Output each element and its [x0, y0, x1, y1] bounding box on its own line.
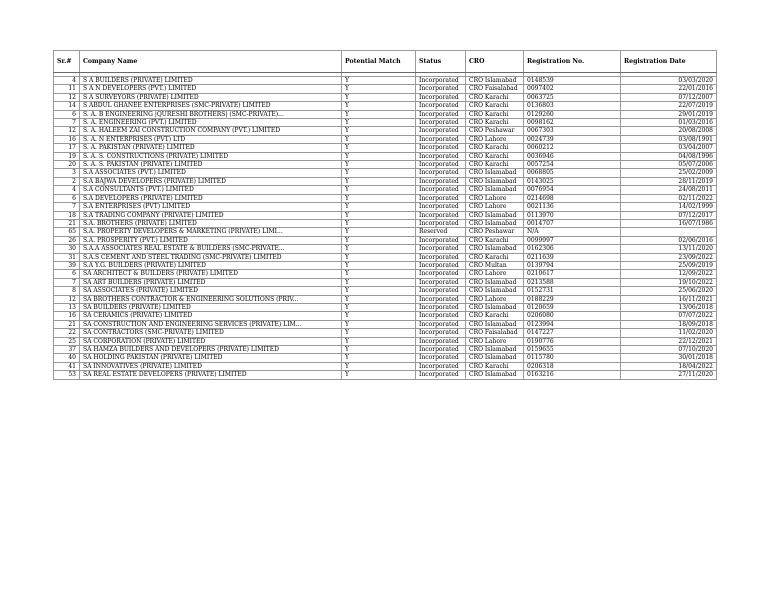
cell-company-name: S. A. B ENGINEERING |QURESHI BROTHERS| (SMC-PRIVATE)...: [80, 110, 342, 118]
table-row: [54, 253, 717, 261]
cell-potential-match: Y: [342, 177, 416, 185]
cell-registration-date: 04/08/1996: [621, 152, 717, 160]
cell-registration-no: 0148539: [524, 77, 621, 85]
cell-potential-match: Y: [342, 203, 416, 211]
cell-sr: 40: [54, 354, 80, 362]
cell-potential-match: Y: [342, 312, 416, 320]
cell-registration-date: [621, 228, 717, 236]
cell-sr: 12: [54, 295, 80, 303]
cell-potential-match: Y: [342, 77, 416, 85]
cell-status: Incorporated: [416, 236, 466, 244]
cell-potential-match: Y: [342, 135, 416, 143]
cell-registration-no: 0099997: [524, 236, 621, 244]
table-row: [54, 77, 717, 85]
cell-status: Incorporated: [416, 85, 466, 93]
cell-company-name: S.A. PROSPERITY (PVT.) LIMITED: [80, 236, 342, 244]
table-row: [54, 93, 717, 101]
cell-cro: CRO Karachi: [466, 236, 524, 244]
cell-cro: CRO Islamabad: [466, 303, 524, 311]
cell-sr: 18: [54, 211, 80, 219]
cell-cro: CRO Islamabad: [466, 77, 524, 85]
cell-registration-date: 25/06/2020: [621, 287, 717, 295]
cell-registration-no: 0076954: [524, 186, 621, 194]
cell-cro: CRO Islamabad: [466, 320, 524, 328]
cell-status: Incorporated: [416, 337, 466, 345]
cell-company-name: SA CORPORATION (PRIVATE) LIMITED: [80, 337, 342, 345]
cell-status: Incorporated: [416, 295, 466, 303]
cell-company-name: SA HOLDING PAKISTAN (PRIVATE) LIMITED: [80, 354, 342, 362]
table-row: [54, 169, 717, 177]
cell-potential-match: Y: [342, 85, 416, 93]
cell-sr: 8: [54, 287, 80, 295]
cell-status: Incorporated: [416, 102, 466, 110]
cell-registration-no: 0214698: [524, 194, 621, 202]
table-row: [54, 236, 717, 244]
cell-potential-match: Y: [342, 144, 416, 152]
cell-registration-date: 29/01/2019: [621, 110, 717, 118]
cell-potential-match: Y: [342, 194, 416, 202]
cell-registration-date: 24/08/2011: [621, 186, 717, 194]
cell-status: Incorporated: [416, 346, 466, 354]
cell-registration-date: 03/03/2020: [621, 77, 717, 85]
cell-company-name: S.A. BROTHERS (PRIVATE) LIMITED: [80, 219, 342, 227]
cell-registration-date: 19/10/2022: [621, 278, 717, 286]
cell-cro: CRO Karachi: [466, 119, 524, 127]
cell-company-name: S. A. S. PAKISTAN (PRIVATE) LIMITED: [80, 161, 342, 169]
cell-potential-match: Y: [342, 127, 416, 135]
header-cro: CRO: [466, 51, 524, 73]
table-row: [54, 278, 717, 286]
table-row: [54, 186, 717, 194]
cell-cro: CRO Lahore: [466, 270, 524, 278]
cell-potential-match: Y: [342, 287, 416, 295]
cell-registration-no: 0159655: [524, 346, 621, 354]
cell-company-name: SA ART BUILDERS (PRIVATE) LIMITED: [80, 278, 342, 286]
cell-potential-match: Y: [342, 371, 416, 379]
table-row: [54, 119, 717, 127]
cell-company-name: S. A. N ENTERPRISES (PVT) LTD: [80, 135, 342, 143]
cell-potential-match: Y: [342, 320, 416, 328]
cell-registration-date: 18/09/2018: [621, 320, 717, 328]
cell-company-name: S.A BAJWA DEVELOPERS (PRIVATE) LIMITED: [80, 177, 342, 185]
cell-registration-no: 0097402: [524, 85, 621, 93]
cell-potential-match: Y: [342, 362, 416, 370]
cell-registration-no: 0068805: [524, 169, 621, 177]
cell-company-name: S.A ENTERPRISES (PVT) LIMITED: [80, 203, 342, 211]
cell-company-name: S.A.S CEMENT AND STEEL TRADING (SMC-PRIVATE) LIMITED: [80, 253, 342, 261]
cell-sr: 26: [54, 236, 80, 244]
cell-potential-match: Y: [342, 110, 416, 118]
cell-sr: 41: [54, 362, 80, 370]
table-row: [54, 135, 717, 143]
table-row: [54, 312, 717, 320]
cell-cro: CRO Islamabad: [466, 211, 524, 219]
cell-cro: CRO Faisalabad: [466, 329, 524, 337]
cell-registration-date: 07/12/2007: [621, 93, 717, 101]
cell-registration-no: 0210617: [524, 270, 621, 278]
cell-registration-date: 03/04/2007: [621, 144, 717, 152]
cell-registration-date: 14/02/1999: [621, 203, 717, 211]
cell-registration-date: 07/10/2020: [621, 346, 717, 354]
cell-registration-no: 0067303: [524, 127, 621, 135]
table-row: [54, 144, 717, 152]
cell-potential-match: Y: [342, 270, 416, 278]
cell-registration-no: N/A: [524, 228, 621, 236]
header-sr: Sr.#: [54, 51, 80, 73]
cell-sr: 65: [54, 228, 80, 236]
cell-status: Incorporated: [416, 287, 466, 295]
cell-registration-date: 25/09/2019: [621, 261, 717, 269]
cell-cro: CRO Peshawar: [466, 127, 524, 135]
cell-cro: CRO Lahore: [466, 203, 524, 211]
cell-company-name: S.A.A ASSOCIATES REAL ESTATE & BUILDERS (SMC-PRIVATE...: [80, 245, 342, 253]
cell-cro: CRO Lahore: [466, 295, 524, 303]
cell-sr: 7: [54, 119, 80, 127]
cell-registration-date: 12/09/2022: [621, 270, 717, 278]
cell-status: Incorporated: [416, 152, 466, 160]
cell-registration-date: 22/12/2021: [621, 337, 717, 345]
cell-sr: 22: [54, 329, 80, 337]
cell-registration-no: 0136803: [524, 102, 621, 110]
table-row: [54, 245, 717, 253]
header-registration-no: Registration No.: [524, 51, 621, 73]
cell-potential-match: Y: [342, 161, 416, 169]
cell-company-name: S.A Y.G. BUILDERS (PRIVATE) LIMITED: [80, 261, 342, 269]
cell-company-name: S A BUILDERS (PRIVATE) LIMITED: [80, 77, 342, 85]
cell-registration-date: 20/08/2008: [621, 127, 717, 135]
cell-status: Incorporated: [416, 135, 466, 143]
cell-registration-no: 0057254: [524, 161, 621, 169]
cell-company-name: S A N DEVELOPERS (PVT.) LIMITED: [80, 85, 342, 93]
cell-potential-match: Y: [342, 219, 416, 227]
cell-potential-match: Y: [342, 295, 416, 303]
cell-status: Incorporated: [416, 169, 466, 177]
cell-registration-no: 0113970: [524, 211, 621, 219]
cell-company-name: S.A DEVELOPERS (PRIVATE) LIMITED: [80, 194, 342, 202]
cell-sr: 4: [54, 186, 80, 194]
table-row: [54, 329, 717, 337]
cell-status: Incorporated: [416, 245, 466, 253]
cell-sr: 4: [54, 77, 80, 85]
cell-sr: 6: [54, 110, 80, 118]
cell-status: Incorporated: [416, 354, 466, 362]
cell-status: Incorporated: [416, 261, 466, 269]
cell-registration-no: 0211639: [524, 253, 621, 261]
cell-status: Incorporated: [416, 303, 466, 311]
cell-potential-match: Y: [342, 346, 416, 354]
cell-status: Incorporated: [416, 177, 466, 185]
cell-cro: CRO Islamabad: [466, 177, 524, 185]
table-row: [54, 320, 717, 328]
cell-company-name: SA CONTRACTORS (SMC-PRIVATE) LIMITED: [80, 329, 342, 337]
cell-cro: CRO Karachi: [466, 152, 524, 160]
cell-status: Incorporated: [416, 320, 466, 328]
cell-registration-no: 0024739: [524, 135, 621, 143]
cell-sr: 14: [54, 102, 80, 110]
table-row: [54, 110, 717, 118]
cell-potential-match: Y: [342, 337, 416, 345]
table-row: [54, 362, 717, 370]
cell-cro: CRO Multan: [466, 261, 524, 269]
cell-sr: 39: [54, 261, 80, 269]
header-status: Status: [416, 51, 466, 73]
table-row: [54, 203, 717, 211]
cell-sr: 30: [54, 245, 80, 253]
table-row: [54, 228, 717, 236]
cell-sr: 7: [54, 278, 80, 286]
cell-sr: 19: [54, 152, 80, 160]
cell-registration-no: 0213588: [524, 278, 621, 286]
table-row: [54, 177, 717, 185]
cell-sr: 16: [54, 135, 80, 143]
cell-sr: 2: [54, 177, 80, 185]
cell-registration-date: 22/01/2016: [621, 85, 717, 93]
cell-cro: CRO Karachi: [466, 362, 524, 370]
cell-cro: CRO Islamabad: [466, 186, 524, 194]
cell-sr: 6: [54, 270, 80, 278]
cell-registration-no: 0123994: [524, 320, 621, 328]
cell-registration-date: 16/11/2021: [621, 295, 717, 303]
cell-registration-date: 27/11/2020: [621, 371, 717, 379]
table-row: [54, 261, 717, 269]
cell-status: Incorporated: [416, 194, 466, 202]
cell-sr: 53: [54, 371, 80, 379]
cell-cro: CRO Peshawar: [466, 228, 524, 236]
cell-cro: CRO Islamabad: [466, 169, 524, 177]
cell-cro: CRO Lahore: [466, 337, 524, 345]
cell-potential-match: Y: [342, 278, 416, 286]
cell-potential-match: Y: [342, 211, 416, 219]
cell-cro: CRO Islamabad: [466, 245, 524, 253]
cell-company-name: S. A. S. CONSTRUCTIONS (PRIVATE) LIMITED: [80, 152, 342, 160]
table-row: [54, 354, 717, 362]
cell-registration-date: 30/01/2018: [621, 354, 717, 362]
cell-company-name: S.A TRADING COMPANY (PRIVATE) LIMITED: [80, 211, 342, 219]
cell-cro: CRO Islamabad: [466, 287, 524, 295]
cell-registration-date: 05/07/2006: [621, 161, 717, 169]
cell-status: Incorporated: [416, 203, 466, 211]
cell-status: Incorporated: [416, 110, 466, 118]
company-search-results-table: [53, 50, 717, 380]
cell-sr: 13: [54, 303, 80, 311]
table-row: [54, 194, 717, 202]
cell-cro: CRO Islamabad: [466, 278, 524, 286]
cell-registration-date: 16/07/1986: [621, 219, 717, 227]
cell-status: Incorporated: [416, 211, 466, 219]
cell-cro: CRO Karachi: [466, 102, 524, 110]
cell-status: Incorporated: [416, 144, 466, 152]
table-row: [54, 346, 717, 354]
cell-cro: CRO Karachi: [466, 93, 524, 101]
cell-sr: 12: [54, 127, 80, 135]
cell-registration-no: 0021136: [524, 203, 621, 211]
cell-status: Incorporated: [416, 119, 466, 127]
cell-registration-no: 0120659: [524, 303, 621, 311]
table-row: [54, 127, 717, 135]
cell-potential-match: Y: [342, 253, 416, 261]
cell-registration-no: 0163216: [524, 371, 621, 379]
table-row: [54, 152, 717, 160]
cell-registration-date: 02/11/2022: [621, 194, 717, 202]
cell-company-name: SA CONSTRUCTION AND ENGINEERING SERVICES (PRIVATE) LIM...: [80, 320, 342, 328]
cell-sr: 6: [54, 194, 80, 202]
cell-company-name: S.A CONSULTANTS (PVT.) LIMITED: [80, 186, 342, 194]
cell-cro: CRO Faisalabad: [466, 85, 524, 93]
cell-status: Reserved: [416, 228, 466, 236]
cell-potential-match: Y: [342, 236, 416, 244]
cell-status: Incorporated: [416, 362, 466, 370]
cell-company-name: S.A. PROPERTY DEVELOPERS & MARKETING (PRIVATE) LIMI...: [80, 228, 342, 236]
table-header-row: [54, 51, 717, 73]
cell-status: Incorporated: [416, 219, 466, 227]
cell-potential-match: Y: [342, 102, 416, 110]
cell-potential-match: Y: [342, 93, 416, 101]
cell-potential-match: Y: [342, 228, 416, 236]
cell-sr: 21: [54, 219, 80, 227]
cell-registration-no: 0036946: [524, 152, 621, 160]
cell-registration-no: 0143025: [524, 177, 621, 185]
cell-company-name: SA ASSOCIATES (PRIVATE) LIMITED: [80, 287, 342, 295]
cell-status: Incorporated: [416, 278, 466, 286]
cell-status: Incorporated: [416, 93, 466, 101]
header-registration-date: Registration Date: [621, 51, 717, 73]
cell-registration-no: 0060212: [524, 144, 621, 152]
cell-registration-date: 18/04/2022: [621, 362, 717, 370]
cell-registration-no: 0190776: [524, 337, 621, 345]
cell-registration-date: 25/02/2009: [621, 169, 717, 177]
cell-status: Incorporated: [416, 270, 466, 278]
cell-company-name: SA HAMZA BUILDERS AND DEVELOPERS (PRIVATE) LIMITED: [80, 346, 342, 354]
cell-potential-match: Y: [342, 245, 416, 253]
cell-sr: 17: [54, 144, 80, 152]
cell-potential-match: Y: [342, 261, 416, 269]
cell-status: Incorporated: [416, 186, 466, 194]
cell-registration-no: 0014707: [524, 219, 621, 227]
cell-status: Incorporated: [416, 371, 466, 379]
cell-cro: CRO Islamabad: [466, 371, 524, 379]
table-row: [54, 270, 717, 278]
cell-registration-no: 0098162: [524, 119, 621, 127]
table-row: [54, 85, 717, 93]
cell-registration-date: 07/12/2017: [621, 211, 717, 219]
cell-registration-date: 13/06/2018: [621, 303, 717, 311]
cell-sr: 21: [54, 320, 80, 328]
table-row: [54, 303, 717, 311]
cell-company-name: SA ARCHITECT & BUILDERS (PRIVATE) LIMITED: [80, 270, 342, 278]
cell-cro: CRO Karachi: [466, 253, 524, 261]
cell-potential-match: Y: [342, 186, 416, 194]
cell-potential-match: Y: [342, 329, 416, 337]
cell-potential-match: Y: [342, 152, 416, 160]
cell-registration-no: 0162306: [524, 245, 621, 253]
cell-sr: 20: [54, 161, 80, 169]
header-potential-match: Potential Match: [342, 51, 416, 73]
table-row: [54, 371, 717, 379]
cell-company-name: SA INNOVATIVES (PRIVATE) LIMITED: [80, 362, 342, 370]
cell-sr: 7: [54, 203, 80, 211]
cell-sr: 37: [54, 346, 80, 354]
cell-cro: CRO Lahore: [466, 135, 524, 143]
cell-cro: CRO Karachi: [466, 144, 524, 152]
cell-company-name: S. A. ENGINEERING (PVT.) LIMITED: [80, 119, 342, 127]
cell-registration-date: 02/06/2016: [621, 236, 717, 244]
table-body: [54, 73, 717, 380]
cell-company-name: SA CERAMICS (PRIVATE) LIMITED: [80, 312, 342, 320]
cell-registration-date: 13/11/2020: [621, 245, 717, 253]
cell-company-name: S. A. PAKISTAN (PRIVATE) LIMITED: [80, 144, 342, 152]
table-row: [54, 337, 717, 345]
cell-sr: 16: [54, 312, 80, 320]
cell-potential-match: Y: [342, 303, 416, 311]
cell-sr: 3: [54, 169, 80, 177]
cell-registration-date: 23/09/2022: [621, 253, 717, 261]
cell-potential-match: Y: [342, 169, 416, 177]
table-row: [54, 102, 717, 110]
cell-company-name: S.A ASSOCIATES (PVT.) LIMITED: [80, 169, 342, 177]
table-row: [54, 211, 717, 219]
cell-cro: CRO Karachi: [466, 312, 524, 320]
cell-registration-no: 0206318: [524, 362, 621, 370]
header-company-name: Company Name: [80, 51, 342, 73]
cell-registration-date: 07/07/2022: [621, 312, 717, 320]
cell-status: Incorporated: [416, 77, 466, 85]
table-row: [54, 161, 717, 169]
cell-company-name: SA BUILDERS (PRIVATE) LIMITED: [80, 303, 342, 311]
cell-registration-date: 22/07/2019: [621, 102, 717, 110]
cell-company-name: S A SURVEYORS (PRIVATE) LIMITED: [80, 93, 342, 101]
cell-registration-date: 11/02/2020: [621, 329, 717, 337]
cell-registration-no: 0129260: [524, 110, 621, 118]
cell-registration-date: 03/08/1991: [621, 135, 717, 143]
table-row: [54, 219, 717, 227]
cell-registration-date: 01/03/2016: [621, 119, 717, 127]
cell-status: Incorporated: [416, 161, 466, 169]
cell-company-name: S ABDUL GHANEE ENTERPRISES (SMC-PRIVATE) LIMITED: [80, 102, 342, 110]
cell-cro: CRO Islamabad: [466, 346, 524, 354]
cell-sr: 12: [54, 93, 80, 101]
cell-status: Incorporated: [416, 329, 466, 337]
cell-registration-no: 0206080: [524, 312, 621, 320]
cell-company-name: SA REAL ESTATE DEVELOPERS (PRIVATE) LIMITED: [80, 371, 342, 379]
cell-status: Incorporated: [416, 312, 466, 320]
cell-potential-match: Y: [342, 354, 416, 362]
table-row: [54, 295, 717, 303]
cell-registration-no: 0152731: [524, 287, 621, 295]
cell-sr: 31: [54, 253, 80, 261]
cell-status: Incorporated: [416, 253, 466, 261]
cell-company-name: S. A. HALEEM ZAI CONSTRUCTION COMPANY (PVT.) LIMITED: [80, 127, 342, 135]
cell-registration-no: 0063725: [524, 93, 621, 101]
cell-status: Incorporated: [416, 127, 466, 135]
cell-sr: 25: [54, 337, 80, 345]
cell-registration-no: 0188229: [524, 295, 621, 303]
table-row: [54, 287, 717, 295]
cell-cro: CRO Islamabad: [466, 219, 524, 227]
cell-registration-no: 0139794: [524, 261, 621, 269]
cell-cro: CRO Karachi: [466, 110, 524, 118]
cell-registration-date: 28/11/2019: [621, 177, 717, 185]
cell-cro: CRO Lahore: [466, 194, 524, 202]
cell-potential-match: Y: [342, 119, 416, 127]
cell-sr: 11: [54, 85, 80, 93]
cell-cro: CRO Karachi: [466, 161, 524, 169]
cell-registration-no: 0147227: [524, 329, 621, 337]
cell-registration-no: 0115780: [524, 354, 621, 362]
cell-cro: CRO Islamabad: [466, 354, 524, 362]
cell-company-name: SA BROTHERS CONTRACTOR & ENGINEERING SOLUTIONS (PRIV...: [80, 295, 342, 303]
